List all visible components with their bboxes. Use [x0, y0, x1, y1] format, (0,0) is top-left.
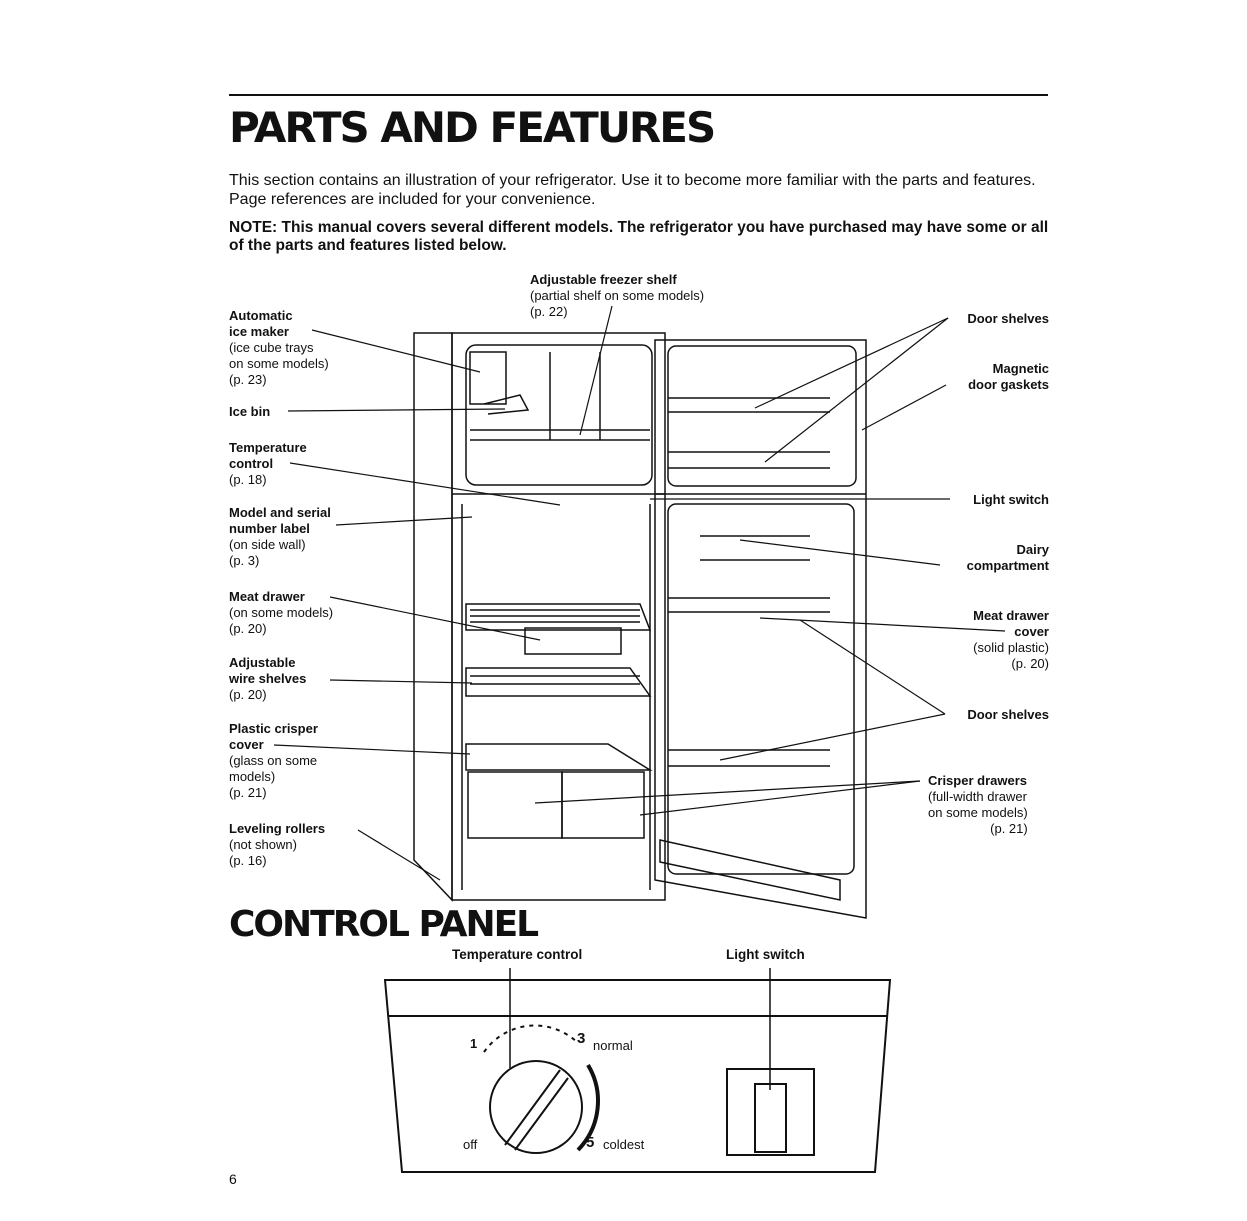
dial-mark-5: 5 — [586, 1134, 595, 1151]
door-outline — [655, 340, 866, 918]
label-light-switch: Light switch — [973, 492, 1049, 507]
light-switch-plunger — [755, 1084, 786, 1152]
label-meat-drawer-cover: Meat drawer cover (solid plastic) (p. 20) — [973, 608, 1049, 671]
dial-coldest: coldest — [603, 1137, 645, 1152]
label-model-serial: Model and serial number label (on side wall) (p. 3) — [229, 505, 331, 568]
label-crisper-drawers: Crisper drawers (full-width drawer on some models) (p. 21) — [928, 773, 1028, 836]
label-cp-temperature: Temperature control — [452, 947, 583, 962]
label-freezer-shelf: Adjustable freezer shelf (partial shelf on some models) (p. 22) — [530, 272, 705, 319]
label-cp-light-switch: Light switch — [726, 947, 805, 962]
page-title: PARTS AND FEATURES — [229, 103, 715, 152]
label-meat-drawer: Meat drawer (on some models) (p. 20) — [229, 589, 334, 636]
dial-mark-1: 1 — [470, 1036, 478, 1051]
cabinet-side — [414, 333, 452, 900]
label-door-shelves-top: Door shelves — [967, 311, 1049, 326]
crisper-left — [468, 772, 562, 838]
ice-maker-box — [470, 352, 506, 404]
dial-mark-3: 3 — [577, 1030, 586, 1047]
page-number: 6 — [229, 1171, 237, 1187]
dial-off: off — [463, 1137, 478, 1152]
label-dairy: Dairy compartment — [966, 542, 1049, 573]
note-paragraph: NOTE: This manual covers several different models. The refrigerator you have purchased may have some or all of the parts and features listed below. — [229, 219, 1049, 254]
label-wire-shelves: Adjustable wire shelves (p. 20) — [229, 655, 307, 702]
meat-drawer-box — [525, 628, 621, 654]
crisper-right — [562, 772, 644, 838]
label-temperature-control: Temperature control (p. 18) — [229, 440, 307, 487]
label-ice-maker: Automatic ice maker (ice cube trays on some models) (p. 23) — [229, 308, 329, 387]
intro-paragraph: This section contains an illustration of your refrigerator. Use it to become more familiar with the parts and features. Page references are included for your convenience. — [229, 172, 1036, 208]
label-crisper-cover: Plastic crisper cover (glass on some models) (p. 21) — [229, 721, 318, 800]
control-panel-title: CONTROL PANEL — [229, 904, 538, 945]
temperature-dial — [490, 1061, 582, 1153]
label-ice-bin: Ice bin — [229, 404, 271, 419]
label-leveling-rollers: Leveling rollers (not shown) (p. 16) — [229, 821, 326, 868]
dial-normal: normal — [593, 1038, 633, 1053]
label-door-shelves-bottom: Door shelves — [967, 707, 1049, 722]
label-door-gaskets: Magnetic door gaskets — [968, 361, 1049, 392]
